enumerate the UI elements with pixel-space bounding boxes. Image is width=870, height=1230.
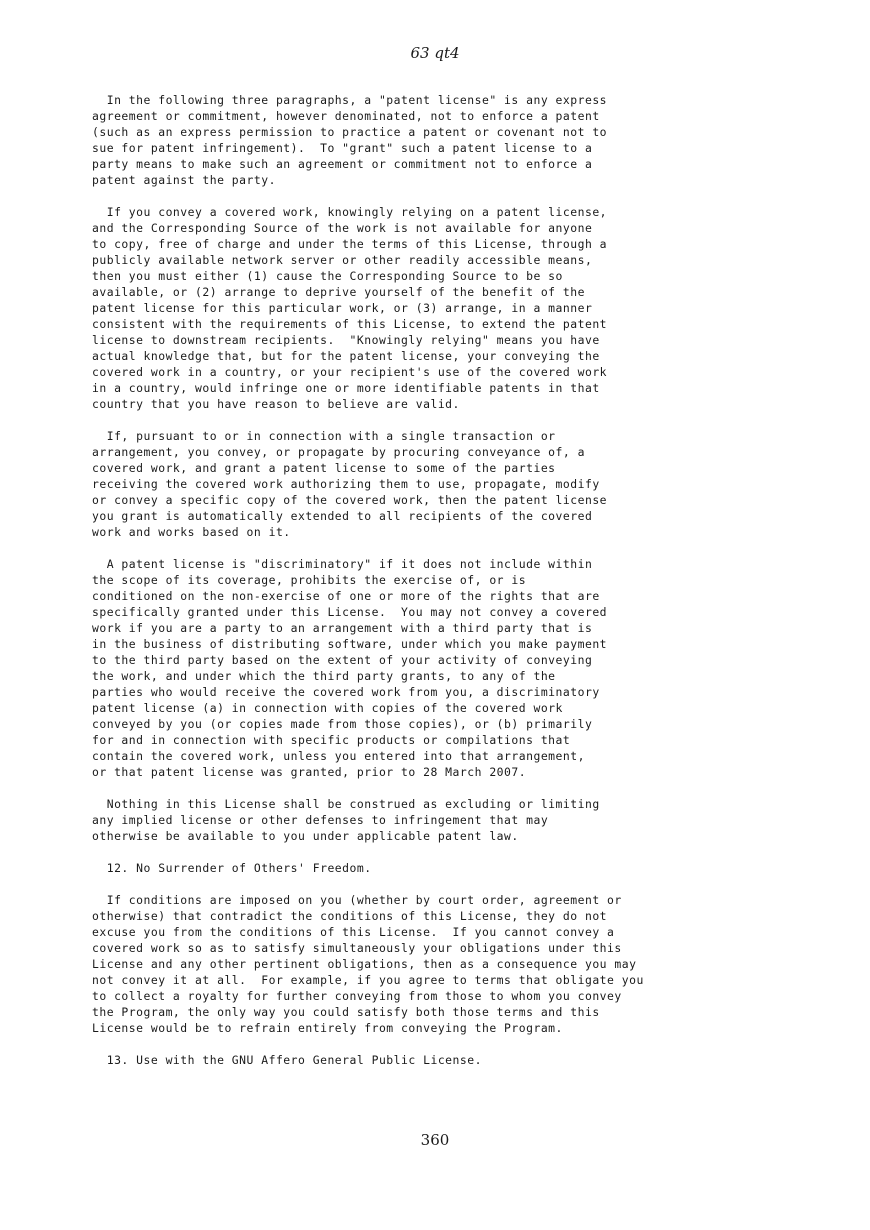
paragraph-single-transaction: If, pursuant to or in connection with a single transaction or arrangement, you convey, or propagate by procuring conveyance of, a covered work, and grant a patent license to some of the parties receiving the covered work authorizing them to use, propagate, modify or convey a specific copy of the covered work, then the patent license you grant is automatically extended to all recipients of the covered work and works based on it. xyxy=(92,429,608,539)
page-header: 63 qt4 xyxy=(410,44,460,62)
paragraph-implied-license: Nothing in this License shall be construed as excluding or limiting any implied license or other defenses to infringement that may otherwise be available to you under applicable patent law. xyxy=(92,797,600,843)
paragraph-discriminatory-license: A patent license is "discriminatory" if it does not include within the scope of its coverage, prohibits the exercise of, or is conditioned on the non-exercise of one or more of the rights that are specifically granted under this License. You may not convey a covered work if you are a party to an arrangement with a third party that is in the business of distributing software, under which you make payment to the third party based on the extent of your activity of conveying the work, and under which the third party grants, to any of the parties who would receive the covered work from you, a discriminatory patent license (a) in connection with copies of the covered work conveyed by you (or copies made from those copies), or (b) primarily for and in connection with specific products or compilations that contain the covered work, unless you entered into that arrangement, or that patent license was granted, prior to 28 March 2007. xyxy=(92,557,608,779)
section-heading-13: 13. Use with the GNU Affero General Public License. xyxy=(92,1053,482,1067)
paragraph-patent-license-definition: In the following three paragraphs, a "patent license" is any express agreement or commitment, however denominated, not to enforce a patent (such as an express permission to practice a patent or covenant not to sue for patent infringement). To "grant" such a patent license to a party means to make such an agreement or commitment not to enforce a patent against the party. xyxy=(92,93,608,187)
page-number: 360 xyxy=(420,1131,450,1149)
paragraph-no-surrender: If conditions are imposed on you (whether by court order, agreement or otherwise) that contradict the conditions of this License, they do not excuse you from the conditions of this License. If you cannot convey a covered work so as to satisfy simultaneously your obligations under this License and any other pertinent obligations, then as a consequence you may not convey it at all. For example, if you agree to terms that obligate you to collect a royalty for further conveying from those to whom you convey the Program, the only way you could satisfy both those terms and this License would be to refrain entirely from conveying the Program. xyxy=(92,893,644,1035)
document-body xyxy=(92,92,792,1084)
paragraph-knowingly-relying: If you convey a covered work, knowingly relying on a patent license, and the Corresponding Source of the work is not available for anyone to copy, free of charge and under the terms of this License, through a publicly available network server or other readily accessible means, then you must either (1) cause the Corresponding Source to be so available, or (2) arrange to deprive yourself of the benefit of the patent license for this particular work, or (3) arrange, in a manner consistent with the requirements of this License, to extend the patent license to downstream recipients. "Knowingly relying" means you have actual knowledge that, but for the patent license, your conveying the covered work in a country, or your recipient's use of the covered work in a country, would infringe one or more identifiable patents in that country that you have reason to believe are valid. xyxy=(92,205,608,411)
section-heading-12: 12. No Surrender of Others' Freedom. xyxy=(92,861,372,875)
